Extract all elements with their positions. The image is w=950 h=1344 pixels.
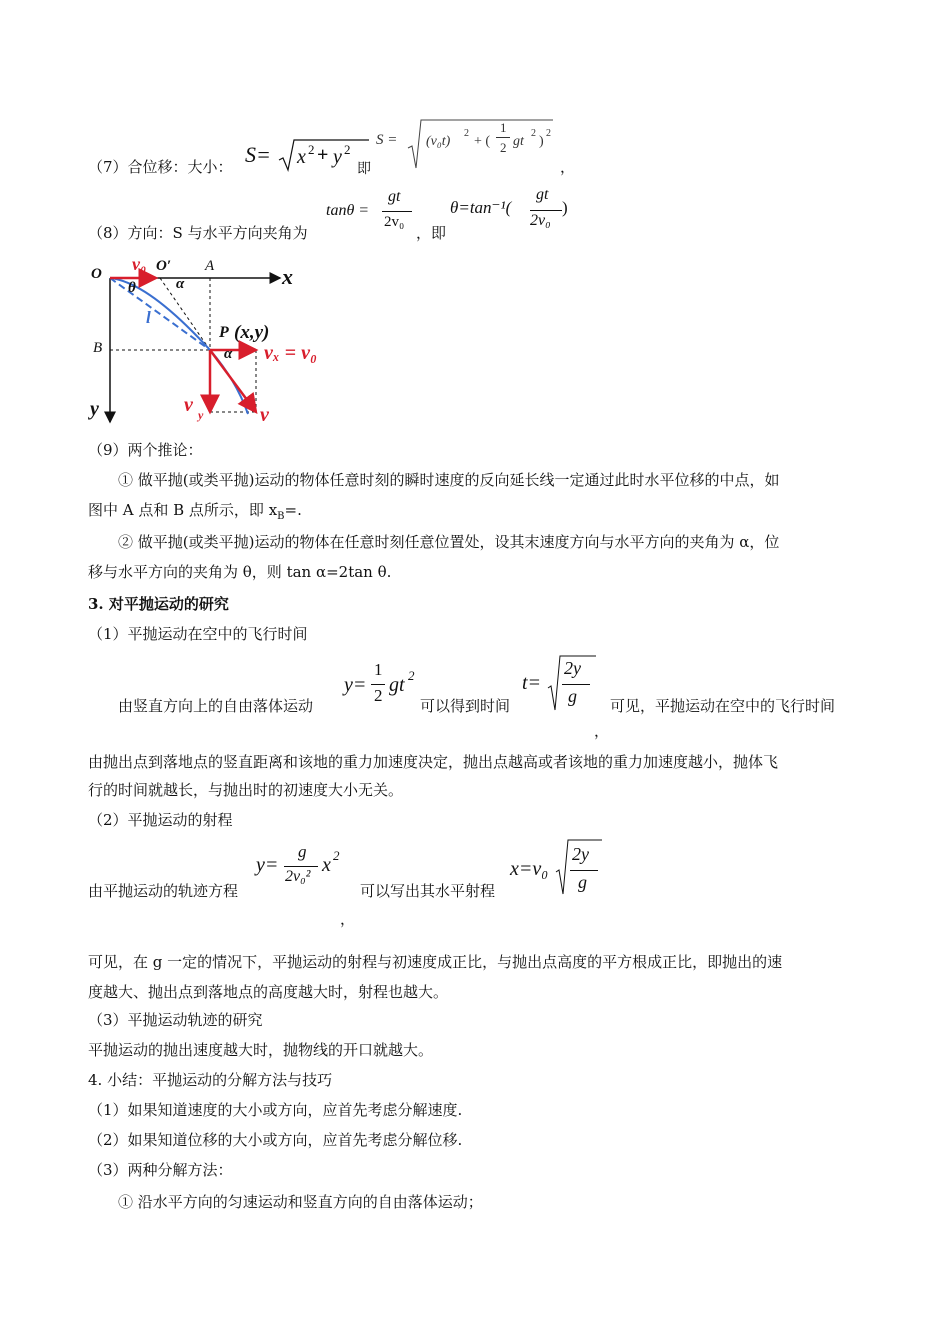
f-x: x xyxy=(297,146,306,168)
formula-displacement-expanded xyxy=(376,118,561,174)
dash-tangent xyxy=(160,278,210,350)
f2-exp-3: 2 xyxy=(546,128,551,139)
s7-label: （7）合位移：大小： xyxy=(88,158,233,176)
f2-frac-d: 2 xyxy=(500,140,507,155)
f2-lhs: S = xyxy=(376,132,398,148)
projectile-diagram xyxy=(88,252,348,432)
f-plus: + xyxy=(317,144,329,166)
formula-angle-tan xyxy=(326,188,416,238)
label-vx: vₓ = v₀ xyxy=(264,342,317,364)
fx-bar xyxy=(570,870,598,871)
label-v0: v₀ xyxy=(132,254,147,274)
f2-exp: 2 xyxy=(464,128,469,139)
label-x: x xyxy=(282,264,293,289)
f8-bar xyxy=(382,211,412,212)
fyx-rest: x xyxy=(322,854,331,876)
f8b-num: gt xyxy=(536,186,549,203)
f2-close: ) xyxy=(539,134,544,149)
s9-p2b: 移与水平方向的夹角为 θ，则 tan α=2tan θ. xyxy=(88,563,392,581)
f-exp-1: 2 xyxy=(308,142,315,157)
s4-title: 4. 小结：平抛运动的分解方法与技巧 xyxy=(88,1071,333,1089)
s3-p2: 行的时间就越长，与抛出时的初速度大小无关。 xyxy=(88,781,404,799)
s3-p3: 可见，在 g 一定的情况下，平抛运动的射程与初速度成正比，与抛出点高度的平方根成正比，即抛出的速 xyxy=(88,953,783,971)
s3-title: 3. 对平抛运动的研究 xyxy=(88,595,229,613)
fyx-n: g xyxy=(298,842,307,861)
s3-l2a: 由平抛运动的轨迹方程 xyxy=(88,882,239,900)
f2-v0t: (v₀t) xyxy=(426,134,451,149)
f-s-lhs: S= xyxy=(245,142,271,167)
s7-end: ， xyxy=(560,158,576,176)
formula-time xyxy=(522,654,594,716)
fy-d: 2 xyxy=(374,686,383,705)
s3-sub1: （1）平抛运动在空中的飞行时间 xyxy=(88,625,308,643)
label-y: y xyxy=(90,398,99,420)
label-l: l xyxy=(146,308,151,327)
f2-exp-2: 2 xyxy=(531,128,536,139)
fy-lhs: y= xyxy=(344,674,367,696)
s3-comma: ， xyxy=(594,722,610,740)
label-B: B xyxy=(93,340,103,356)
s3-sub2: （2）平抛运动的射程 xyxy=(88,811,233,829)
s9-p1a: ① 做平抛(或类平抛)运动的物体任意时刻的瞬时速度的反向延长线一定通过此时水平位移的中点，如 xyxy=(118,471,780,489)
f8-num: gt xyxy=(388,188,401,205)
fyx-d: 2v₀² xyxy=(285,868,311,885)
fy-bar xyxy=(371,684,385,685)
label-P: P xyxy=(219,324,229,341)
s3-sub3: （3）平抛运动轨迹的研究 xyxy=(88,1011,263,1029)
ft-lhs: t= xyxy=(522,672,542,694)
label-v: v xyxy=(260,404,269,426)
f8-lhs: tanθ = xyxy=(326,202,370,219)
formula-angle-arctan xyxy=(450,186,570,238)
label-A: A xyxy=(205,258,215,274)
fyx-lhs: y= xyxy=(256,854,279,876)
s3-l1a: 由竖直方向上的自由落体运动 xyxy=(118,697,314,715)
label-Pxy: (x,y) xyxy=(234,322,270,343)
s9-p1b: 图中 A 点和 B 点所示，即 x xyxy=(88,501,278,519)
f8-den: 2v₀ xyxy=(384,214,405,230)
ft-d: g xyxy=(568,686,577,706)
s3-l2b: 可以写出其水平射程 xyxy=(360,882,496,900)
fx-n: 2y xyxy=(572,844,589,864)
v-arrow xyxy=(210,350,256,412)
formula-range xyxy=(510,838,606,900)
fy-exp: 2 xyxy=(408,668,415,683)
ft-bar xyxy=(562,684,590,685)
label-alpha-2: α xyxy=(224,346,233,362)
s3-comma2: ， xyxy=(340,910,356,928)
s3-p1: 由抛出点到落地点的竖直距离和该地的重力加速度决定，抛出点越高或者该地的重力加速度越小，抛体飞 xyxy=(88,753,779,771)
s4-i2: （2）如果知道位移的大小或方向，应首先考虑分解位移. xyxy=(88,1131,463,1149)
fy-rest: gt xyxy=(389,674,405,696)
label-theta: θ xyxy=(128,280,136,296)
f-exp-2: 2 xyxy=(344,142,351,157)
s3-l1b: 可以得到时间 xyxy=(420,697,511,715)
f8b-close: ) xyxy=(562,198,568,217)
ft-n: 2y xyxy=(564,658,581,678)
fyx-bar xyxy=(284,866,318,867)
fyx-exp: 2 xyxy=(333,848,340,863)
f2-frac-bar xyxy=(496,137,510,138)
label-O: O xyxy=(91,266,102,282)
displacement-line xyxy=(110,278,210,350)
s9-p1b-line xyxy=(88,498,868,529)
f-y: y xyxy=(333,146,342,168)
fy-n: 1 xyxy=(374,660,383,679)
f2-plus: + ( xyxy=(474,134,491,149)
s9-p1b-end: =. xyxy=(284,501,302,519)
s7-mid: 即 xyxy=(357,161,371,177)
label-Oprime: O′ xyxy=(156,258,172,274)
formula-fall-y xyxy=(344,660,420,720)
f8b-lhs: θ=tan⁻¹( xyxy=(450,198,512,217)
fx-lhs: x=v₀ xyxy=(510,858,549,880)
fx-d: g xyxy=(578,872,587,892)
s3-l1c: 可见，平抛运动在空中的飞行时间 xyxy=(610,697,836,715)
f2-gt: gt xyxy=(513,134,524,149)
s4-i3: （3）两种分解方法： xyxy=(88,1161,233,1179)
s4-i4: ① 沿水平方向的匀速运动和竖直方向的自由落体运动； xyxy=(118,1193,483,1211)
s8-label: （8）方向：S 与水平方向夹角为 xyxy=(88,224,308,242)
label-vy-sub: y xyxy=(198,408,204,422)
s9-title: （9）两个推论： xyxy=(88,441,203,459)
s3-p4: 度越大、抛出点到落地点的高度越大时，射程也越大。 xyxy=(88,983,449,1001)
s3-p5: 平抛运动的抛出速度越大时，抛物线的开口就越大。 xyxy=(88,1041,434,1059)
s9-p1b-sub: B xyxy=(277,511,285,522)
s9-p2a: ② 做平抛(或类平抛)运动的物体在任意时刻任意位置处，设其末速度方向与水平方向的夹角为 α，位 xyxy=(118,533,780,551)
label-alpha-1: α xyxy=(176,276,185,292)
f8b-den: 2v₀ xyxy=(530,212,551,229)
f2-frac-n: 1 xyxy=(500,120,507,135)
label-vy: v xyxy=(184,394,193,416)
s8-mid: ，即 xyxy=(416,224,447,242)
f8b-bar xyxy=(530,210,562,211)
s4-i1: （1）如果知道速度的大小或方向，应首先考虑分解速度. xyxy=(88,1101,463,1119)
formula-trajectory xyxy=(256,842,346,902)
